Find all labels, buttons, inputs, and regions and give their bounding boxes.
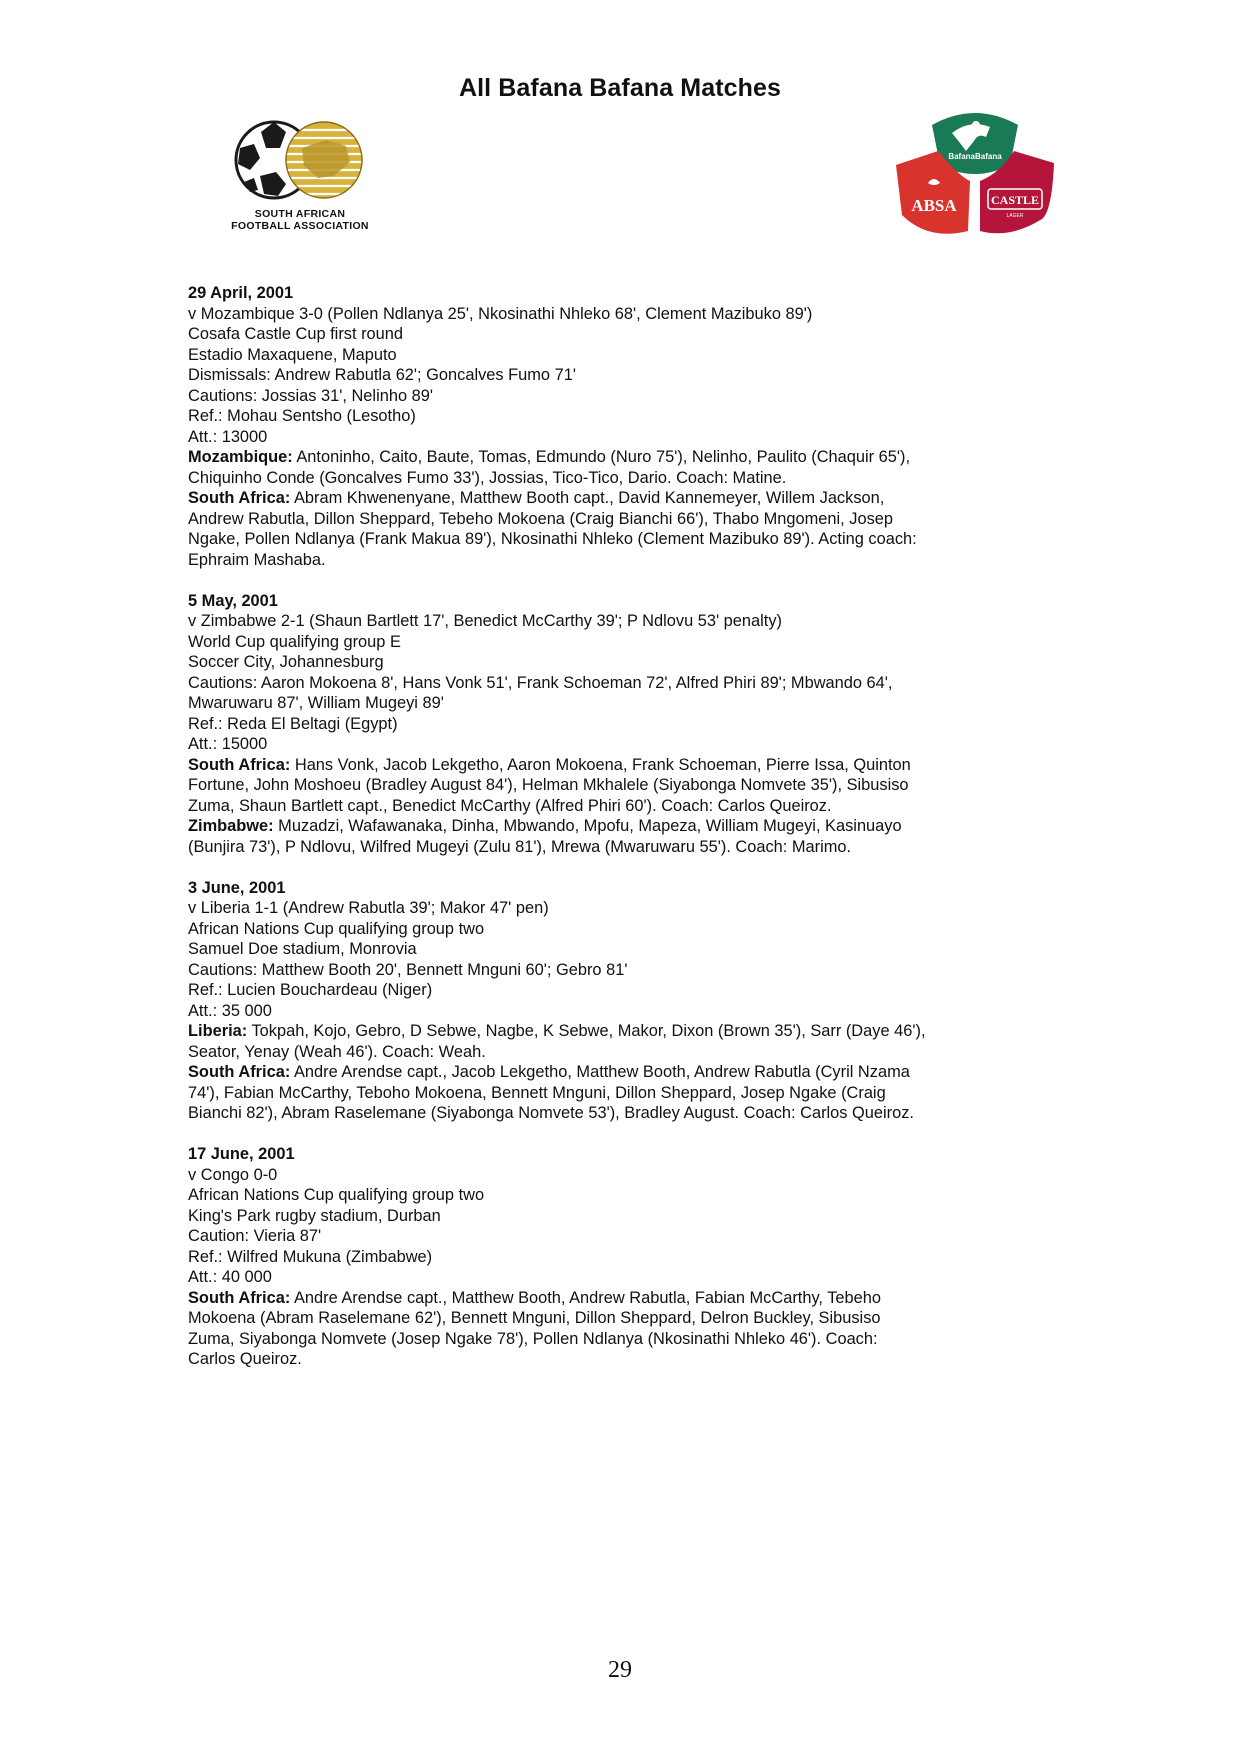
match-attendance: Att.: 40 000 — [188, 1268, 272, 1286]
match-venue: Samuel Doe stadium, Monrovia — [188, 940, 417, 958]
match-competition: World Cup qualifying group E — [188, 632, 401, 651]
team-players: Muzadzi, Wafawanaka, Dinha, Mbwando, Mpofu, Mapeza, William Mugeyi, Kasinuayo (Bunjira 73'), P Ndlovu, Wilfred Mugeyi (Zulu 81'), Mrewa (Mwaruwaru 55'). Coach: Marimo. — [188, 817, 902, 856]
team-name: South Africa: — [188, 489, 291, 507]
match-venue: King's Park rugby stadium, Durban — [188, 1206, 441, 1225]
match-list — [188, 283, 928, 1370]
match-entry — [188, 591, 928, 858]
bafana-label: BafanaBafana — [948, 152, 1002, 161]
match-result: v Zimbabwe 2-1 (Shaun Bartlett 17', Benedict McCarthy 39'; P Ndlovu 53' penalty) — [188, 612, 782, 630]
match-attendance: Att.: 13000 — [188, 427, 268, 446]
team-lineup — [188, 816, 928, 857]
match-attendance: Att.: 15000 — [188, 735, 268, 753]
match-venue: Estadio Maxaquene, Maputo — [188, 345, 397, 364]
match-cautions: Caution: Vieria 87' — [188, 1227, 322, 1245]
match-date: 5 May, 2001 — [188, 591, 278, 610]
match-date: 17 June, 2001 — [188, 1145, 295, 1163]
team-name: Zimbabwe: — [188, 817, 274, 835]
page-title: All Bafana Bafana Matches — [458, 74, 782, 102]
team-lineup — [188, 1062, 928, 1124]
match-referee: Ref.: Mohau Sentsho (Lesotho) — [188, 407, 416, 425]
match-result: v Mozambique 3-0 (Pollen Ndlanya 25', Nkosinathi Nhleko 68', Clement Mazibuko 89') — [188, 304, 813, 323]
match-competition: African Nations Cup qualifying group two — [188, 919, 485, 938]
team-players: Tokpah, Kojo, Gebro, D Sebwe, Nagbe, K Sebwe, Makor, Dixon (Brown 35'), Sarr (Daye 46'), Seator, Yenay (Weah 46'). Coach: Weah. — [188, 1022, 926, 1061]
match-referee: Ref.: Wilfred Mukuna (Zimbabwe) — [188, 1247, 433, 1266]
match-date: 3 June, 2001 — [188, 878, 286, 897]
match-referee: Ref.: Lucien Bouchardeau (Niger) — [188, 981, 433, 999]
team-players: Andre Arendse capt., Jacob Lekgetho, Matthew Booth, Andrew Rabutla (Cyril Nzama 74'), Fabian McCarthy, Teboho Mokoena, Bennett Mnguni, Dillon Sheppard, Josep Ngake (Craig Bianchi 82'), Abram Raselemane (Siyabonga Nomvete 53'), Bradley August. Coach: Carlos Queiroz. — [188, 1063, 914, 1122]
page-number: 29 — [608, 1657, 632, 1683]
match-dismissals: Dismissals: Andrew Rabutla 62'; Goncalves Fumo 71' — [188, 366, 576, 384]
team-lineup — [188, 755, 928, 817]
team-name: Liberia: — [188, 1022, 248, 1040]
team-lineup — [188, 488, 928, 570]
absa-label: ABSA — [911, 196, 957, 215]
team-lineup — [188, 447, 928, 488]
match-entry — [188, 878, 928, 1124]
team-players: Andre Arendse capt., Matthew Booth, Andrew Rabutla, Fabian McCarthy, Tebeho Mokoena (Abram Raselemane 62'), Bennett Mnguni, Dillon Sheppard, Delron Buckley, Sibusiso Zuma, Siyabonga Nomvete (Josep Ngake 78'), Pollen Ndlanya (Nkosinathi Nhleko 46'). Coach: Carlos Queiroz. — [188, 1288, 882, 1368]
castle-label: CASTLE — [990, 193, 1040, 207]
match-entry — [188, 1144, 928, 1370]
bafana-absa-castle-icon — [890, 103, 1060, 251]
team-name: Mozambique: — [188, 448, 293, 466]
lager-label: LAGER — [1006, 213, 1024, 219]
match-venue: Soccer City, Johannesburg — [188, 653, 384, 671]
match-cautions: Cautions: Matthew Booth 20', Bennett Mnguni 60'; Gebro 81' — [188, 960, 628, 979]
team-name: South Africa: — [188, 755, 291, 774]
match-cautions: Cautions: Jossias 31', Nelinho 89' — [188, 386, 433, 405]
sponsor-logo — [890, 103, 1060, 251]
team-players: Hans Vonk, Jacob Lekgetho, Aaron Mokoena, Frank Schoeman, Pierre Issa, Quinton Fortune, John Moshoeu (Bradley August 84'), Helman Mkhalele (Siyabonga Nomvete 35'), Sibusiso Zuma, Shaun Bartlett capt., Benedict McCarthy (Alfred Phiri 60'). Coach: Carlos Queiroz. — [188, 755, 911, 815]
team-players: Abram Khwenenyane, Matthew Booth capt., David Kannemeyer, Willem Jackson, Andrew Rabutla, Dillon Sheppard, Tebeho Mokoena (Craig Bianchi 66'), Thabo Mngomeni, Josep Ngake, Pollen Ndlanya (Frank Makua 89'), Nkosinathi Nhleko (Clement Mazibuko 89'). Acting coach: Ephraim Mashaba. — [188, 489, 917, 569]
match-cautions: Cautions: Aaron Mokoena 8', Hans Vonk 51', Frank Schoeman 72', Alfred Phiri 89'; Mbwando 64', Mwaruwaru 87', William Mugeyi 89' — [188, 673, 893, 712]
safa-emblem-icon — [234, 118, 366, 204]
safa-logo-text: SOUTH AFRICAN FOOTBALL ASSOCIATION — [231, 208, 369, 232]
match-result: v Congo 0-0 — [188, 1165, 278, 1184]
team-name: South Africa: — [188, 1288, 291, 1307]
team-players: Antoninho, Caito, Baute, Tomas, Edmundo (Nuro 75'), Nelinho, Paulito (Chaquir 65'), Chiquinho Conde (Goncalves Fumo 33'), Jossias, Tico-Tico, Dario. Coach: Matine. — [188, 448, 911, 487]
team-lineup — [188, 1288, 928, 1370]
match-date: 29 April, 2001 — [188, 284, 294, 302]
match-referee: Ref.: Reda El Beltagi (Egypt) — [188, 714, 398, 733]
safa-logo — [218, 118, 382, 238]
match-result: v Liberia 1-1 (Andrew Rabutla 39'; Makor 47' pen) — [188, 899, 549, 917]
match-competition: Cosafa Castle Cup first round — [188, 325, 403, 343]
match-entry — [188, 283, 928, 570]
match-attendance: Att.: 35 000 — [188, 1001, 272, 1020]
team-lineup — [188, 1021, 928, 1062]
match-competition: African Nations Cup qualifying group two — [188, 1186, 485, 1204]
team-name: South Africa: — [188, 1063, 291, 1081]
